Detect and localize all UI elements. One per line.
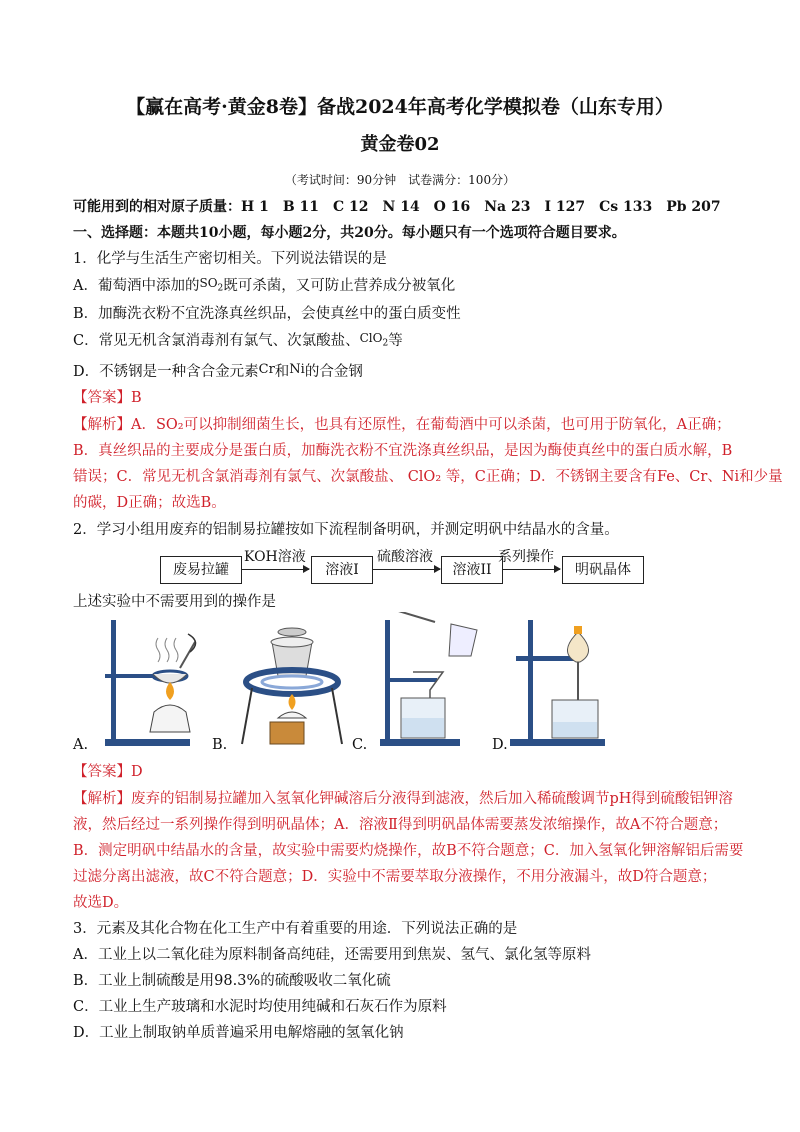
- q2-explanation-line2: 液，然后经过一系列操作得到明矾晶体；A．溶液Ⅱ得到明矾晶体需要蒸发浓缩操作，故A不符合题意；: [73, 817, 728, 833]
- so2-formula: SO: [199, 276, 218, 290]
- q1-explanation-line4: 的碳，D正确；故选B。: [73, 495, 226, 511]
- q1-option-a: [73, 276, 455, 301]
- atomic-masses: 可能用到的相对原子质量：H 1 B 11 C 12 N 14 O 16 Na 23 I 127 Cs 133 Pb 207: [73, 199, 721, 215]
- q1-option-d: [73, 362, 363, 383]
- flow-box-alum: 明矾晶体: [562, 556, 644, 584]
- q2-option-b-label: B.: [212, 737, 228, 753]
- q2-option-a-label: A.: [73, 737, 89, 753]
- q1-option-c-text1: C．常见无机含氯消毒剂有氯气、次氯酸盐、: [73, 333, 360, 349]
- q2-question: 上述实验中不需要用到的操作是: [73, 594, 276, 610]
- separatory-funnel-apparatus: [510, 620, 605, 746]
- ni-symbol: Ni: [289, 362, 305, 377]
- q1-explanation-line1: 【解析】A．SO₂可以抑制细菌生长，也具有还原性，在葡萄酒中可以杀菌，也可用于防氧化，A正确；: [73, 417, 731, 433]
- cr-symbol: Cr: [258, 362, 275, 377]
- q2-explanation-line5: 故选D。: [73, 895, 129, 911]
- flow-arrow-3: [502, 569, 560, 570]
- q1-option-c-formula: [359, 331, 389, 349]
- q1-option-c: [73, 331, 403, 356]
- flow-arrow-1: [241, 569, 309, 570]
- flow-arrow-3-label: 系列操作: [498, 549, 554, 565]
- q2-answer: 【答案】D: [73, 764, 143, 780]
- q1-option-c-text2: 等: [388, 333, 403, 349]
- flow-arrow-2: [372, 569, 440, 570]
- crucible-apparatus: [242, 628, 342, 744]
- q3-option-c: C．工业上生产玻璃和水泥时均使用纯碱和石灰石作为原料: [73, 999, 447, 1015]
- clo2-formula: ClO: [359, 331, 383, 345]
- q2-explanation-line4: 过滤分离出滤液，故C不符合题意；D．实验中不需要萃取分液操作，不用分液漏斗，故D符合题意；: [73, 869, 717, 885]
- q1-answer: 【答案】B: [73, 390, 142, 406]
- q1-option-d-text1: D．不锈钢是一种含合金元素: [73, 364, 259, 380]
- exam-info: （考试时间：90分钟 试卷满分：100分）: [284, 173, 516, 187]
- q1-explanation-line3: 错误；C．常见无机含氯消毒剂有氯气、次氯酸盐、 ClO₂ 等，C正确；D．不锈钢主要含有Fe、Cr、Ni和少量: [73, 469, 783, 485]
- q1-option-a-formula: [199, 276, 224, 294]
- q1-option-d-text2: 和: [274, 364, 290, 380]
- q2-option-d-label: D.: [492, 737, 508, 753]
- q2-option-c-label: C.: [352, 737, 368, 753]
- flow-box-cans: 废易拉罐: [160, 556, 242, 584]
- q1-option-a-text1: A．葡萄酒中添加的: [73, 278, 200, 294]
- q2-stem: 2．学习小组用废弃的铝制易拉罐按如下流程制备明矾，并测定明矾中结晶水的含量。: [73, 522, 619, 538]
- flow-arrow-1-label: KOH溶液: [244, 549, 306, 565]
- page-title: 【赢在高考·黄金8卷】备战2024年高考化学模拟卷（山东专用）: [126, 96, 674, 118]
- paper-subtitle: 黄金卷02: [360, 134, 440, 155]
- q3-option-a: A．工业上以二氧化硅为原料制备高纯硅，还需要用到焦炭、氢气、氯化氢等原料: [73, 947, 591, 963]
- filtration-apparatus: [380, 612, 477, 746]
- apparatus-figures: [70, 612, 750, 752]
- clo2-subscript: 2: [382, 338, 389, 349]
- q3-option-b: B．工业上制硫酸是用98.3%的硫酸吸收二氧化硫: [73, 973, 391, 989]
- section-heading: 一、选择题：本题共10小题，每小题2分，共20分。每小题只有一个选项符合题目要求。: [73, 225, 626, 241]
- q1-option-a-text2: 既可杀菌，又可防止营养成分被氧化: [223, 278, 456, 294]
- q3-option-d: D．工业上制取钠单质普遍采用电解熔融的氢氧化钠: [73, 1025, 404, 1041]
- flow-box-solution1: 溶液I: [311, 556, 373, 584]
- q1-stem: 1．化学与生活生产密切相关。下列说法错误的是: [73, 251, 387, 267]
- q3-stem: 3．元素及其化合物在化工生产中有着重要的用途．下列说法正确的是: [73, 921, 518, 937]
- flow-arrow-2-label: 硫酸溶液: [377, 549, 433, 565]
- so2-subscript: 2: [217, 283, 224, 294]
- q1-explanation-line2: B．真丝织品的主要成分是蛋白质，加酶洗衣粉不宜洗涤真丝织品，是因为酶使真丝中的蛋白质水解，B: [73, 443, 733, 459]
- q2-explanation-line1: 【解析】废弃的铝制易拉罐加入氢氧化钾碱溶后分液得到滤液，然后加入稀硫酸调节pH得到硫酸铝钾溶: [73, 791, 733, 807]
- evaporation-apparatus: [105, 620, 196, 746]
- flow-box-solution2: 溶液II: [441, 556, 503, 584]
- q1-option-b: B．加酶洗衣粉不宜洗涤真丝织品，会使真丝中的蛋白质变性: [73, 306, 461, 322]
- q2-explanation-line3: B．测定明矾中结晶水的含量，故实验中需要灼烧操作，故B不符合题意；C．加入氢氧化钾溶解铝后需要: [73, 843, 744, 859]
- q1-option-d-text3: 的合金钢: [304, 364, 363, 380]
